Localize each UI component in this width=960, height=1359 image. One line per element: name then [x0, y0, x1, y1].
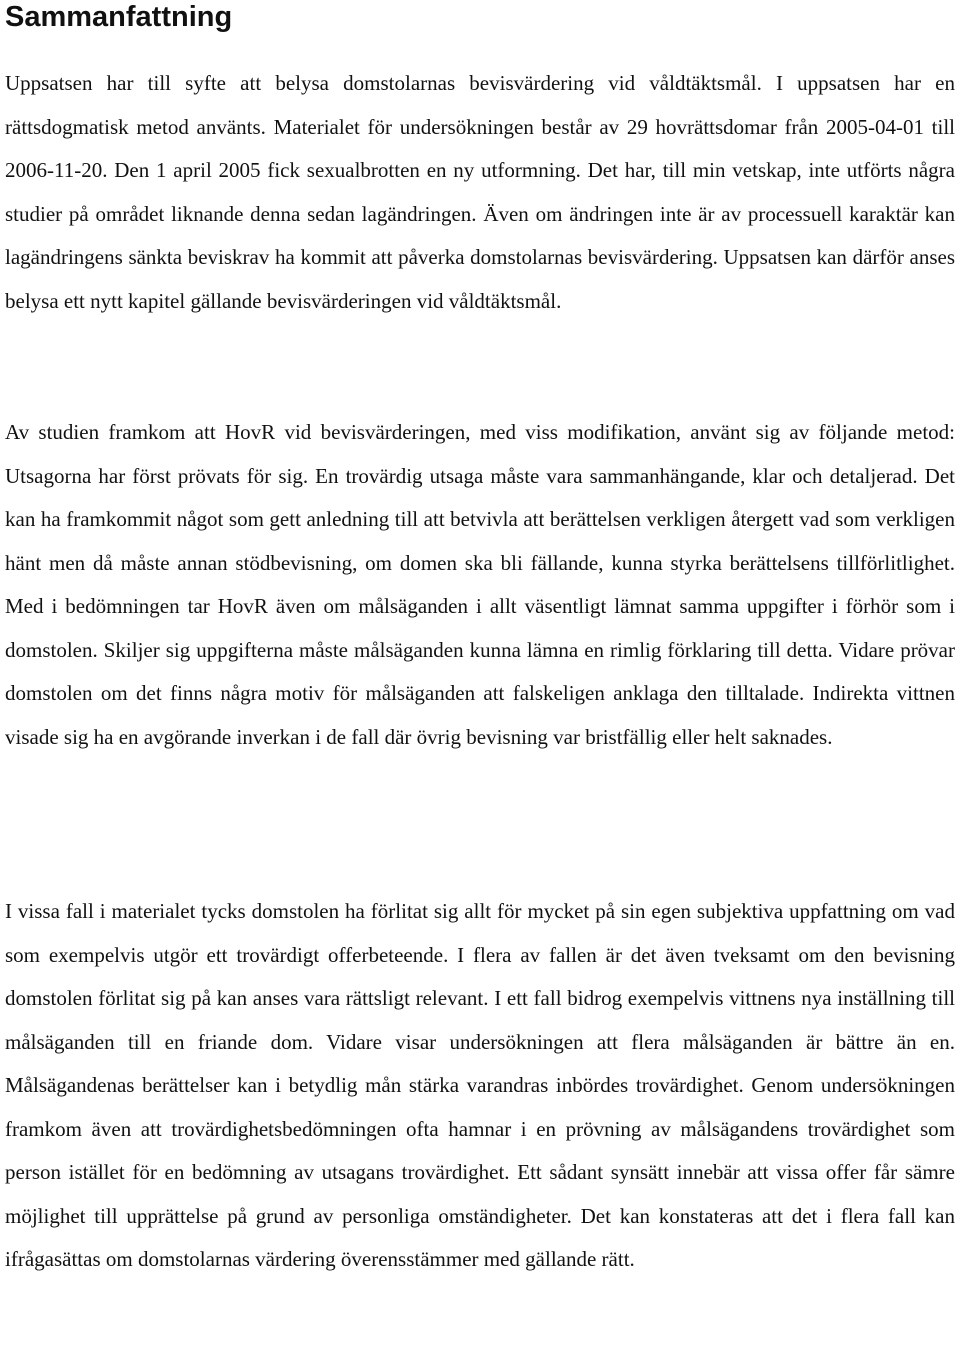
paragraph-purpose: Uppsatsen har till syfte att belysa domstolarnas bevisvärdering vid våldtäktsmål. I uppsatsen har en rättsdogmatisk metod använts. Materialet för undersökningen består av 29 hovrättsdomar från 2005-04-01 till 2006-11-20. Den 1 april 2005 fick sexualbrotten en ny utformning. Det har, till min vetskap, inte utförts några studier på området liknande denna sedan lagändringen. Även om ändringen inte är av processuell karaktär kan lagändringens sänkta beviskrav ha kommit att påverka domstolarnas bevisvärdering. Uppsatsen kan därför anses belysa ett nytt kapitel gällande bevisvärderingen vid våldtäktsmål.: [5, 71, 955, 313]
paragraph-findings: Av studien framkom att HovR vid bevisvärderingen, med viss modifikation, använt sig av följande metod: Utsagorna har först prövats för sig. En trovärdig utsaga måste vara sammanhängande, klar och detaljerad. Det kan ha framkommit något som gett anledning till att betvivla att berättelsen verkligen återgett vad som verkligen hänt men då måste annan stödbevisning, om domen ska bli fällande, kunna styrka berättelsens tillförlitlighet. Med i bedömningen tar HovR även om målsäganden i allt väsentligt lämnat samma uppgifter i förhör som i domstolen. Skiljer sig uppgifterna måste målsäganden kunna lämna en rimlig förklaring till detta. Vidare prövar domstolen om det finns några motiv för målsäganden att falskeligen anklaga den tilltalade. Indirekta vittnen visade sig ha en avgörande inverkan i de fall där övrig bevisning var bristfällig eller helt saknades.: [5, 420, 955, 749]
paragraph-conclusions: I vissa fall i materialet tycks domstolen ha förlitat sig allt för mycket på sin egen subjektiva uppfattning om vad som exempelvis utgör ett trovärdigt offerbeteende. I flera av fallen är det även tveksamt om den bevisning domstolen förlitat sig på kan anses vara rättsligt relevant. I ett fall bidrog exempelvis vittnens nya inställning till målsäganden till en friande dom. Vidare visar undersökningen att flera målsäganden är bättre än en. Målsägandenas berättelser kan i betydlig mån stärka varandras inbördes trovärdighet. Genom undersökningen framkom även att trovärdighetsbedömningen ofta hamnar i en prövning av målsägandens trovärdighet som person istället för en bedömning av utsagans trovärdighet. Ett sådant synsätt innebär att vissa offer får sämre möjlighet till upprättelse på grund av personliga omständigheter. Det kan konstateras att det i flera fall kan ifrågasättas om domstolarnas värdering överensstämmer med gällande rätt.: [5, 899, 955, 1271]
page-title: Sammanfattning: [5, 1, 233, 33]
